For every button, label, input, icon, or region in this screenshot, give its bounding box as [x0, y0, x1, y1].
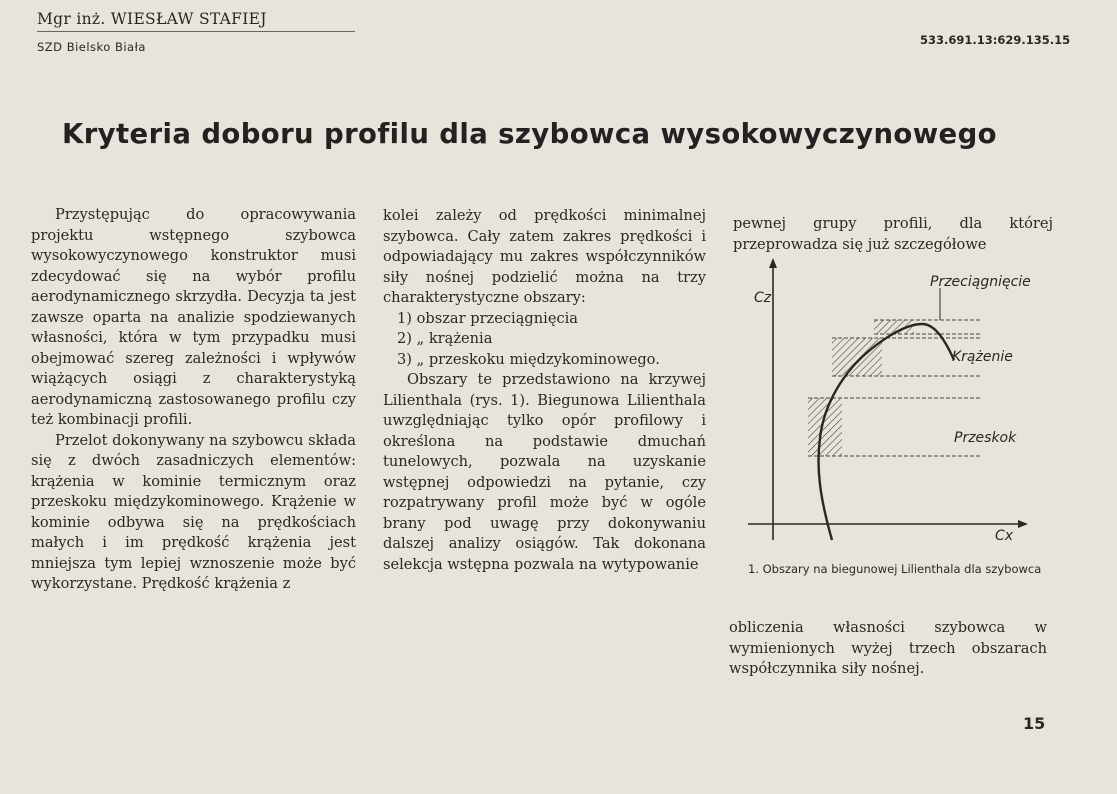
- x-axis-arrow: [1018, 520, 1028, 528]
- list-item: 2) „ krążenia: [397, 330, 493, 347]
- paragraph: kolei zależy od prędkości minimalnej szybowca. Cały zatem zakres prędkości i odpowiadający mu zakres współczynników siły nośnej podzielić można na trzy charakterystyczne obszary:: [383, 207, 706, 306]
- stall-region-label: Przeciągnięcie: [930, 274, 1031, 290]
- list-item: 3) „ przeskoku międzykominowego.: [397, 350, 660, 368]
- text-column-3-bottom: [729, 618, 1047, 680]
- paragraph: pewnej grupy profili, dla której przeprowadza się już szczegółowe: [733, 215, 1053, 253]
- y-axis-arrow: [769, 258, 777, 268]
- lilienthal-polar-figure: [740, 258, 1040, 548]
- cruise-region-hatch: [808, 398, 842, 456]
- figure-caption: 1. Obszary na biegunowej Lilienthala dla szybowca: [748, 562, 1042, 576]
- region-list: [383, 309, 706, 371]
- paragraph: obliczenia własności szybowca w wymienionych wyżej trzech obszarach współczynnika siły nośnej.: [729, 619, 1047, 677]
- y-axis-label: Cz: [754, 290, 772, 306]
- article-title: Kryteria doboru profilu dla szybowca wysokowyczynowego: [62, 118, 997, 150]
- text-column-3-top: [733, 214, 1053, 255]
- paragraph: Przystępując do opracowywania projektu wstępnego szybowca wysokowyczynowego konstruktor musi zdecydować się na wybór profilu aerodynamicznego skrzydła. Decyzja ta jest zawsze oparta na analizie spodziewanych własności, która w tym przypadku musi obejmować szereg zależności i wpływów wiążących osiągi z charakterystyką aerodynamiczną zastosowanego profilu czy też kombinacji profili.: [31, 206, 356, 428]
- author-affiliation: SZD Bielsko Biała: [37, 40, 146, 54]
- udc-classification: 533.691.13:629.135.15: [920, 33, 1071, 47]
- text-column-1: [31, 205, 356, 595]
- author-underline: [37, 31, 355, 32]
- cruise-region-label: Przeskok: [954, 430, 1017, 446]
- page-number: 15: [1023, 714, 1046, 733]
- circling-region-label: Krążenie: [952, 349, 1013, 365]
- x-axis-label: Cx: [995, 528, 1014, 544]
- paragraph: Obszary te przedstawiono na krzywej Lilienthala (rys. 1). Biegunowa Lilienthala uwzględniając tylko opór profilowy i określona na podstawie dmuchań tunelowych, pozwala na uzyskanie wstępnej odpowiedzi na pytanie, czy rozpatrywany profil może być w ogóle brany pod uwagę przy dokonywaniu dalszej analizy osiągów. Tak dokonana selekcja wstępna pozwala na wytypowanie: [383, 371, 706, 573]
- list-item: 1) obszar przeciągnięcia: [397, 309, 579, 327]
- paragraph: Przelot dokonywany na szybowcu składa się z dwóch zasadniczych elementów: krążenia w kominie termicznym oraz przeskoku międzykominowego. Krążenie w kominie odbywa się na prędkościach małych i im prędkość krążenia jest mniejsza tym lepiej wznoszenie może być wykorzystane. Prędkość krążenia z: [31, 431, 356, 592]
- circling-region-hatch: [832, 338, 882, 376]
- author-name: Mgr inż. WIESŁAW STAFIEJ: [37, 10, 267, 28]
- text-column-2: [383, 206, 706, 575]
